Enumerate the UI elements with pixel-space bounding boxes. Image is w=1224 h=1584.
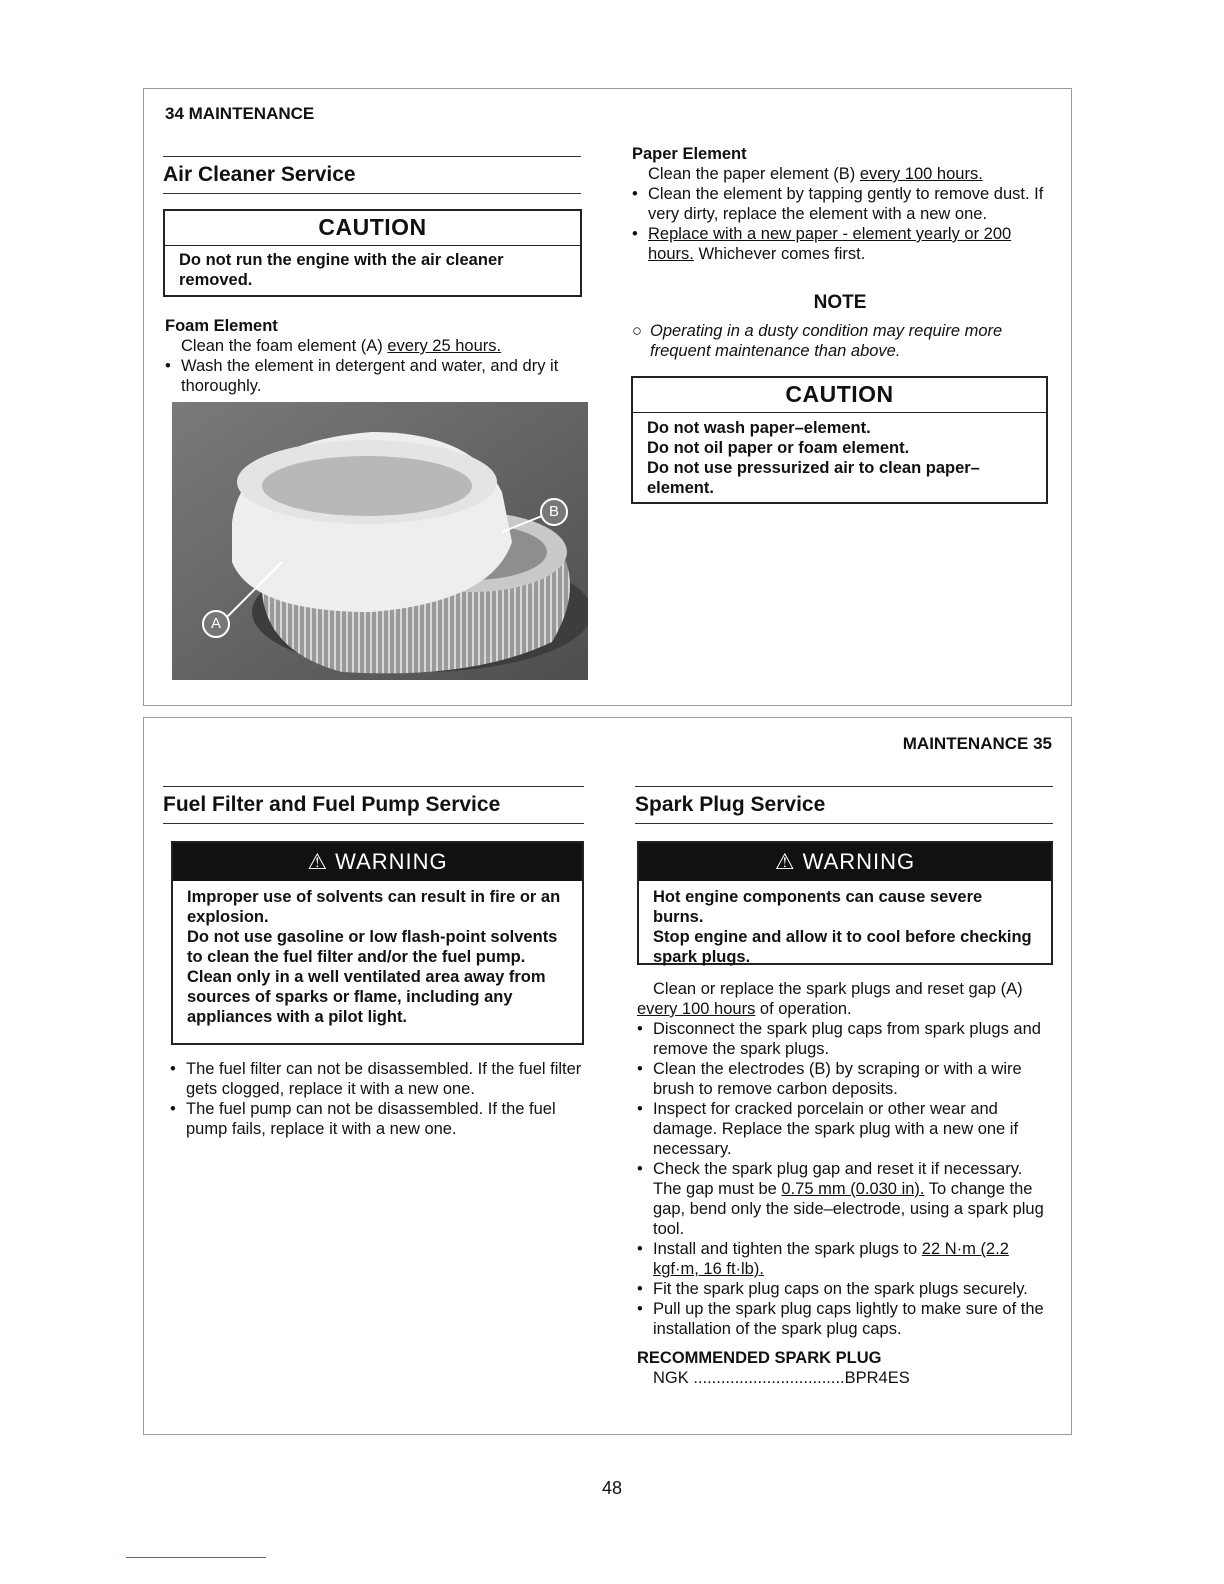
caution-line-wash: Do not wash paper–element.: [647, 419, 871, 437]
torque-spec: 22 N·m (2.2 kgf·m, 16 ft·lb).: [653, 1240, 1009, 1278]
section-title-spark: Spark Plug Service: [635, 786, 1053, 824]
spark-bullet-torque: • Install and tighten the spark plugs to 22 N·m (2.2 kgf·m, 16 ft·lb).: [637, 1239, 1053, 1279]
spark-intro: Clean or replace the spark plugs and reset gap (A) every 100 hours of operation.: [637, 980, 1023, 1018]
fuel-warning-p1: Improper use of solvents can result in fire or an explosion.: [187, 888, 561, 926]
paper-bullet-replace: [632, 224, 1048, 264]
warning-label: WARNING: [802, 849, 916, 874]
warning-box-fuel: [171, 841, 584, 1045]
spark-bullet-pull: • Pull up the spark plug caps lightly to make sure of the installation of the spark plug caps.: [637, 1299, 1053, 1339]
page-header-34: 34 MAINTENANCE: [165, 104, 315, 123]
caution-line-air: Do not use pressurized air to clean paper–element.: [647, 459, 980, 497]
warning-heading-spark: [639, 843, 1051, 881]
callout-a-label: A: [202, 610, 230, 638]
note-text: Operating in a dusty condition may require more frequent maintenance than above.: [650, 322, 1003, 360]
caution-text: Do not run the engine with the air cleaner removed.: [179, 251, 504, 289]
warning-box-spark: [637, 841, 1053, 965]
footer-divider: [126, 1557, 266, 1558]
caution-heading-2: CAUTION: [633, 378, 1046, 413]
foam-bullet: • Wash the element in detergent and water, and dry it thoroughly.: [165, 356, 583, 396]
paper-replace-interval: Replace with a new paper - element yearly or 200 hours.: [648, 225, 1012, 263]
spark-interval: every 100 hours: [637, 1000, 756, 1018]
spark-bullet-fit: • Fit the spark plug caps on the spark plugs securely.: [637, 1279, 1053, 1299]
paper-element-heading: Paper Element: [632, 145, 747, 163]
paper-replace-rest: Whichever comes first.: [693, 245, 866, 263]
paper-interval: every 100 hours.: [859, 165, 983, 183]
page-number: 48: [601, 1478, 623, 1498]
spark-body: [637, 979, 1053, 1388]
section-title-air-cleaner: Air Cleaner Service: [163, 156, 581, 194]
page-header-35: MAINTENANCE 35: [902, 734, 1052, 753]
callout-b-label: B: [540, 498, 568, 526]
paper-element-instruction: [632, 164, 1048, 184]
caution-box-air-cleaner: [163, 209, 582, 297]
air-filter-photo: [172, 402, 588, 680]
caution-box-paper-element: [631, 376, 1048, 504]
spark-bullet-disconnect: • Disconnect the spark plug caps from spark plugs and remove the spark plugs.: [637, 1019, 1053, 1059]
spark-bullet-inspect: • Inspect for cracked porcelain or other wear and damage. Replace the spark plug with a new one if necessary.: [637, 1099, 1053, 1159]
warning-label: WARNING: [335, 849, 448, 874]
recommended-plug-value: NGK .................................BPR4ES: [653, 1369, 910, 1387]
caution-heading: CAUTION: [165, 211, 580, 246]
foam-instruction-text: Clean the foam element (A): [181, 337, 388, 355]
recommended-plug-heading: RECOMMENDED SPARK PLUG: [637, 1349, 882, 1367]
air-filter-illustration: [172, 402, 588, 680]
fuel-bullet-pump: • The fuel pump can not be disassembled. If the fuel pump fails, replace it with a new one.: [170, 1099, 584, 1139]
foam-element-heading: Foam Element: [165, 317, 278, 335]
warning-heading-fuel: [173, 843, 582, 881]
spark-bullet-gap: • Check the spark plug gap and reset it if necessary. The gap must be 0.75 mm (0.030 in). To change the gap, bend only the side–electrode, using a spark plug tool.: [637, 1159, 1053, 1239]
spark-warning-p1: Hot engine components can cause severe burns.: [653, 888, 983, 926]
foam-interval: every 25 hours.: [387, 337, 502, 355]
spark-bullet-clean: • Clean the electrodes (B) by scraping or with a wire brush to remove carbon deposits.: [637, 1059, 1053, 1099]
foam-element-instruction: [165, 336, 583, 356]
fuel-bullet-filter: • The fuel filter can not be disassembled. If the fuel filter gets clogged, replace it with a new one.: [170, 1059, 584, 1099]
fuel-warning-p2: Do not use gasoline or low flash-point solvents to clean the fuel filter and/or the fuel pump.: [187, 928, 558, 966]
warning-triangle-icon: ⚠: [307, 849, 336, 874]
fuel-warning-p3: Clean only in a well ventilated area away from sources of sparks or flame, including any appliances with a pilot light.: [187, 968, 546, 1026]
section-title-fuel: Fuel Filter and Fuel Pump Service: [163, 786, 584, 824]
gap-spec: 0.75 mm (0.030 in).: [781, 1180, 925, 1198]
paper-bullet-clean: • Clean the element by tapping gently to remove dust. If very dirty, replace the element with a new one.: [632, 184, 1048, 224]
spark-warning-p2: Stop engine and allow it to cool before checking spark plugs.: [653, 928, 1032, 966]
fuel-bullets: [170, 1059, 584, 1139]
note-circle-icon: ○: [632, 322, 642, 340]
caution-line-oil: Do not oil paper or foam element.: [647, 439, 910, 457]
note-block: [632, 321, 1048, 361]
paper-element-section: [632, 145, 1048, 264]
warning-triangle-icon: ⚠: [774, 849, 803, 874]
note-heading: NOTE: [813, 292, 867, 313]
foam-element-section: [165, 317, 583, 396]
paper-instruction-text: Clean the paper element (B): [648, 165, 860, 183]
